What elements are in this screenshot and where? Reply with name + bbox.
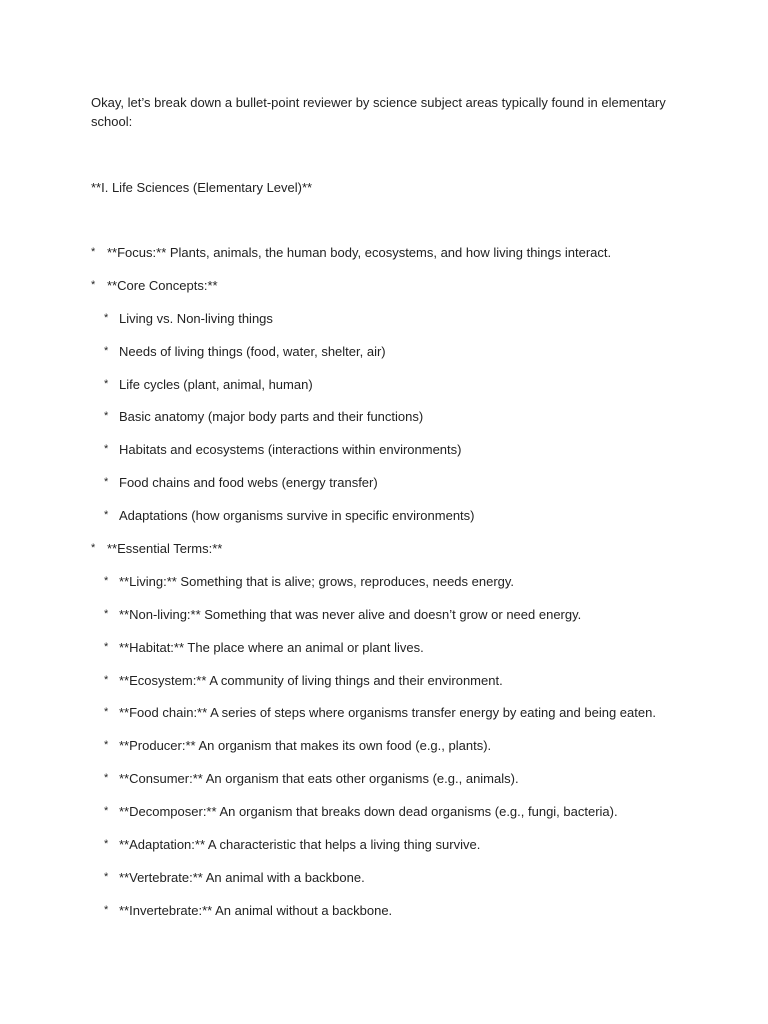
sub-bullet-item (0, 704, 768, 737)
bullet-marker: * (104, 509, 109, 522)
sub-bullet-item (0, 606, 768, 639)
section-heading: **I. Life Sciences (Elementary Level)** (91, 180, 313, 195)
bullet-text: Food chains and food webs (energy transfer) (119, 475, 378, 491)
bullet-text: **Decomposer:** An organism that breaks down dead organisms (e.g., fungi, bacteria). (119, 804, 618, 820)
bullet-item (0, 540, 768, 573)
bullet-text: **Focus:** Plants, animals, the human body, ecosystems, and how living things interact. (107, 245, 612, 260)
bullet-marker: * (104, 870, 109, 883)
sub-bullet-item (0, 803, 768, 836)
sub-bullet-item (0, 408, 768, 441)
bullet-marker: * (91, 278, 96, 291)
bullet-text: **Ecosystem:** A community of living things and their environment. (119, 672, 503, 688)
bullet-marker: * (104, 476, 109, 489)
sub-bullet-item (0, 737, 768, 770)
bullet-marker: * (104, 640, 109, 653)
sub-bullet-item (0, 310, 768, 343)
sub-bullet-item (0, 573, 768, 606)
sub-bullet-item (0, 441, 768, 474)
sub-bullet-item (0, 343, 768, 376)
bullet-text: **Invertebrate:** An animal without a backbone. (119, 902, 393, 918)
bullet-text: **Living:** Something that is alive; grows, reproduces, needs energy. (119, 573, 515, 589)
bullet-marker: * (104, 706, 109, 719)
bullet-text: **Essential Terms:** (107, 541, 223, 557)
bullet-marker: * (91, 542, 96, 555)
bullet-text: Needs of living things (food, water, shelter, air) (119, 343, 386, 359)
bullet-marker: * (104, 574, 109, 587)
bullet-marker: * (104, 377, 109, 390)
sub-bullet-item (0, 902, 768, 935)
bullet-text: **Core Concepts:** (107, 277, 218, 293)
bullet-marker: * (104, 344, 109, 357)
sub-bullet-item (0, 474, 768, 507)
bullet-marker: * (91, 246, 96, 258)
sub-bullet-item (0, 869, 768, 902)
bullet-marker: * (104, 673, 109, 686)
bullet-text: **Producer:** An organism that makes its own food (e.g., plants). (119, 738, 492, 754)
bullet-marker: * (104, 311, 109, 324)
bullet-text: Basic anatomy (major body parts and their functions) (119, 409, 424, 425)
bullet-text: Life cycles (plant, animal, human) (119, 376, 313, 392)
bullet-text: **Non-living:** Something that was never alive and doesn’t grow or need energy. (119, 606, 582, 622)
bullet-text: **Vertebrate:** An animal with a backbone. (119, 869, 365, 885)
bullet-marker: * (104, 903, 109, 916)
intro-paragraph: Okay, let’s break down a bullet-point reviewer by science subject areas typically found in elementary school: (91, 95, 666, 129)
bullet-text: Living vs. Non-living things (119, 310, 273, 326)
bullet-text: Adaptations (how organisms survive in specific environments) (119, 508, 475, 524)
bullet-list (0, 244, 768, 935)
bullet-item (0, 244, 768, 277)
bullet-marker: * (104, 739, 109, 752)
bullet-marker: * (104, 772, 109, 785)
bullet-text: **Food chain:** A series of steps where organisms transfer energy by eating and being eaten. (119, 705, 656, 721)
bullet-marker: * (104, 805, 109, 818)
sub-bullet-item (0, 639, 768, 672)
sub-bullet-item (0, 507, 768, 540)
bullet-marker: * (104, 607, 109, 620)
sub-bullet-item (0, 376, 768, 409)
sub-bullet-item (0, 770, 768, 803)
bullet-text: **Adaptation:** A characteristic that helps a living thing survive. (119, 837, 481, 853)
bullet-text: **Consumer:** An organism that eats other organisms (e.g., animals). (119, 771, 519, 787)
sub-bullet-item (0, 672, 768, 705)
bullet-marker: * (104, 838, 109, 851)
bullet-text: Habitats and ecosystems (interactions within environments) (119, 442, 462, 458)
sub-bullet-item (0, 836, 768, 869)
bullet-item (0, 277, 768, 310)
bullet-text: **Habitat:** The place where an animal or plant lives. (119, 639, 424, 655)
bullet-marker: * (104, 410, 109, 423)
bullet-marker: * (104, 443, 109, 456)
